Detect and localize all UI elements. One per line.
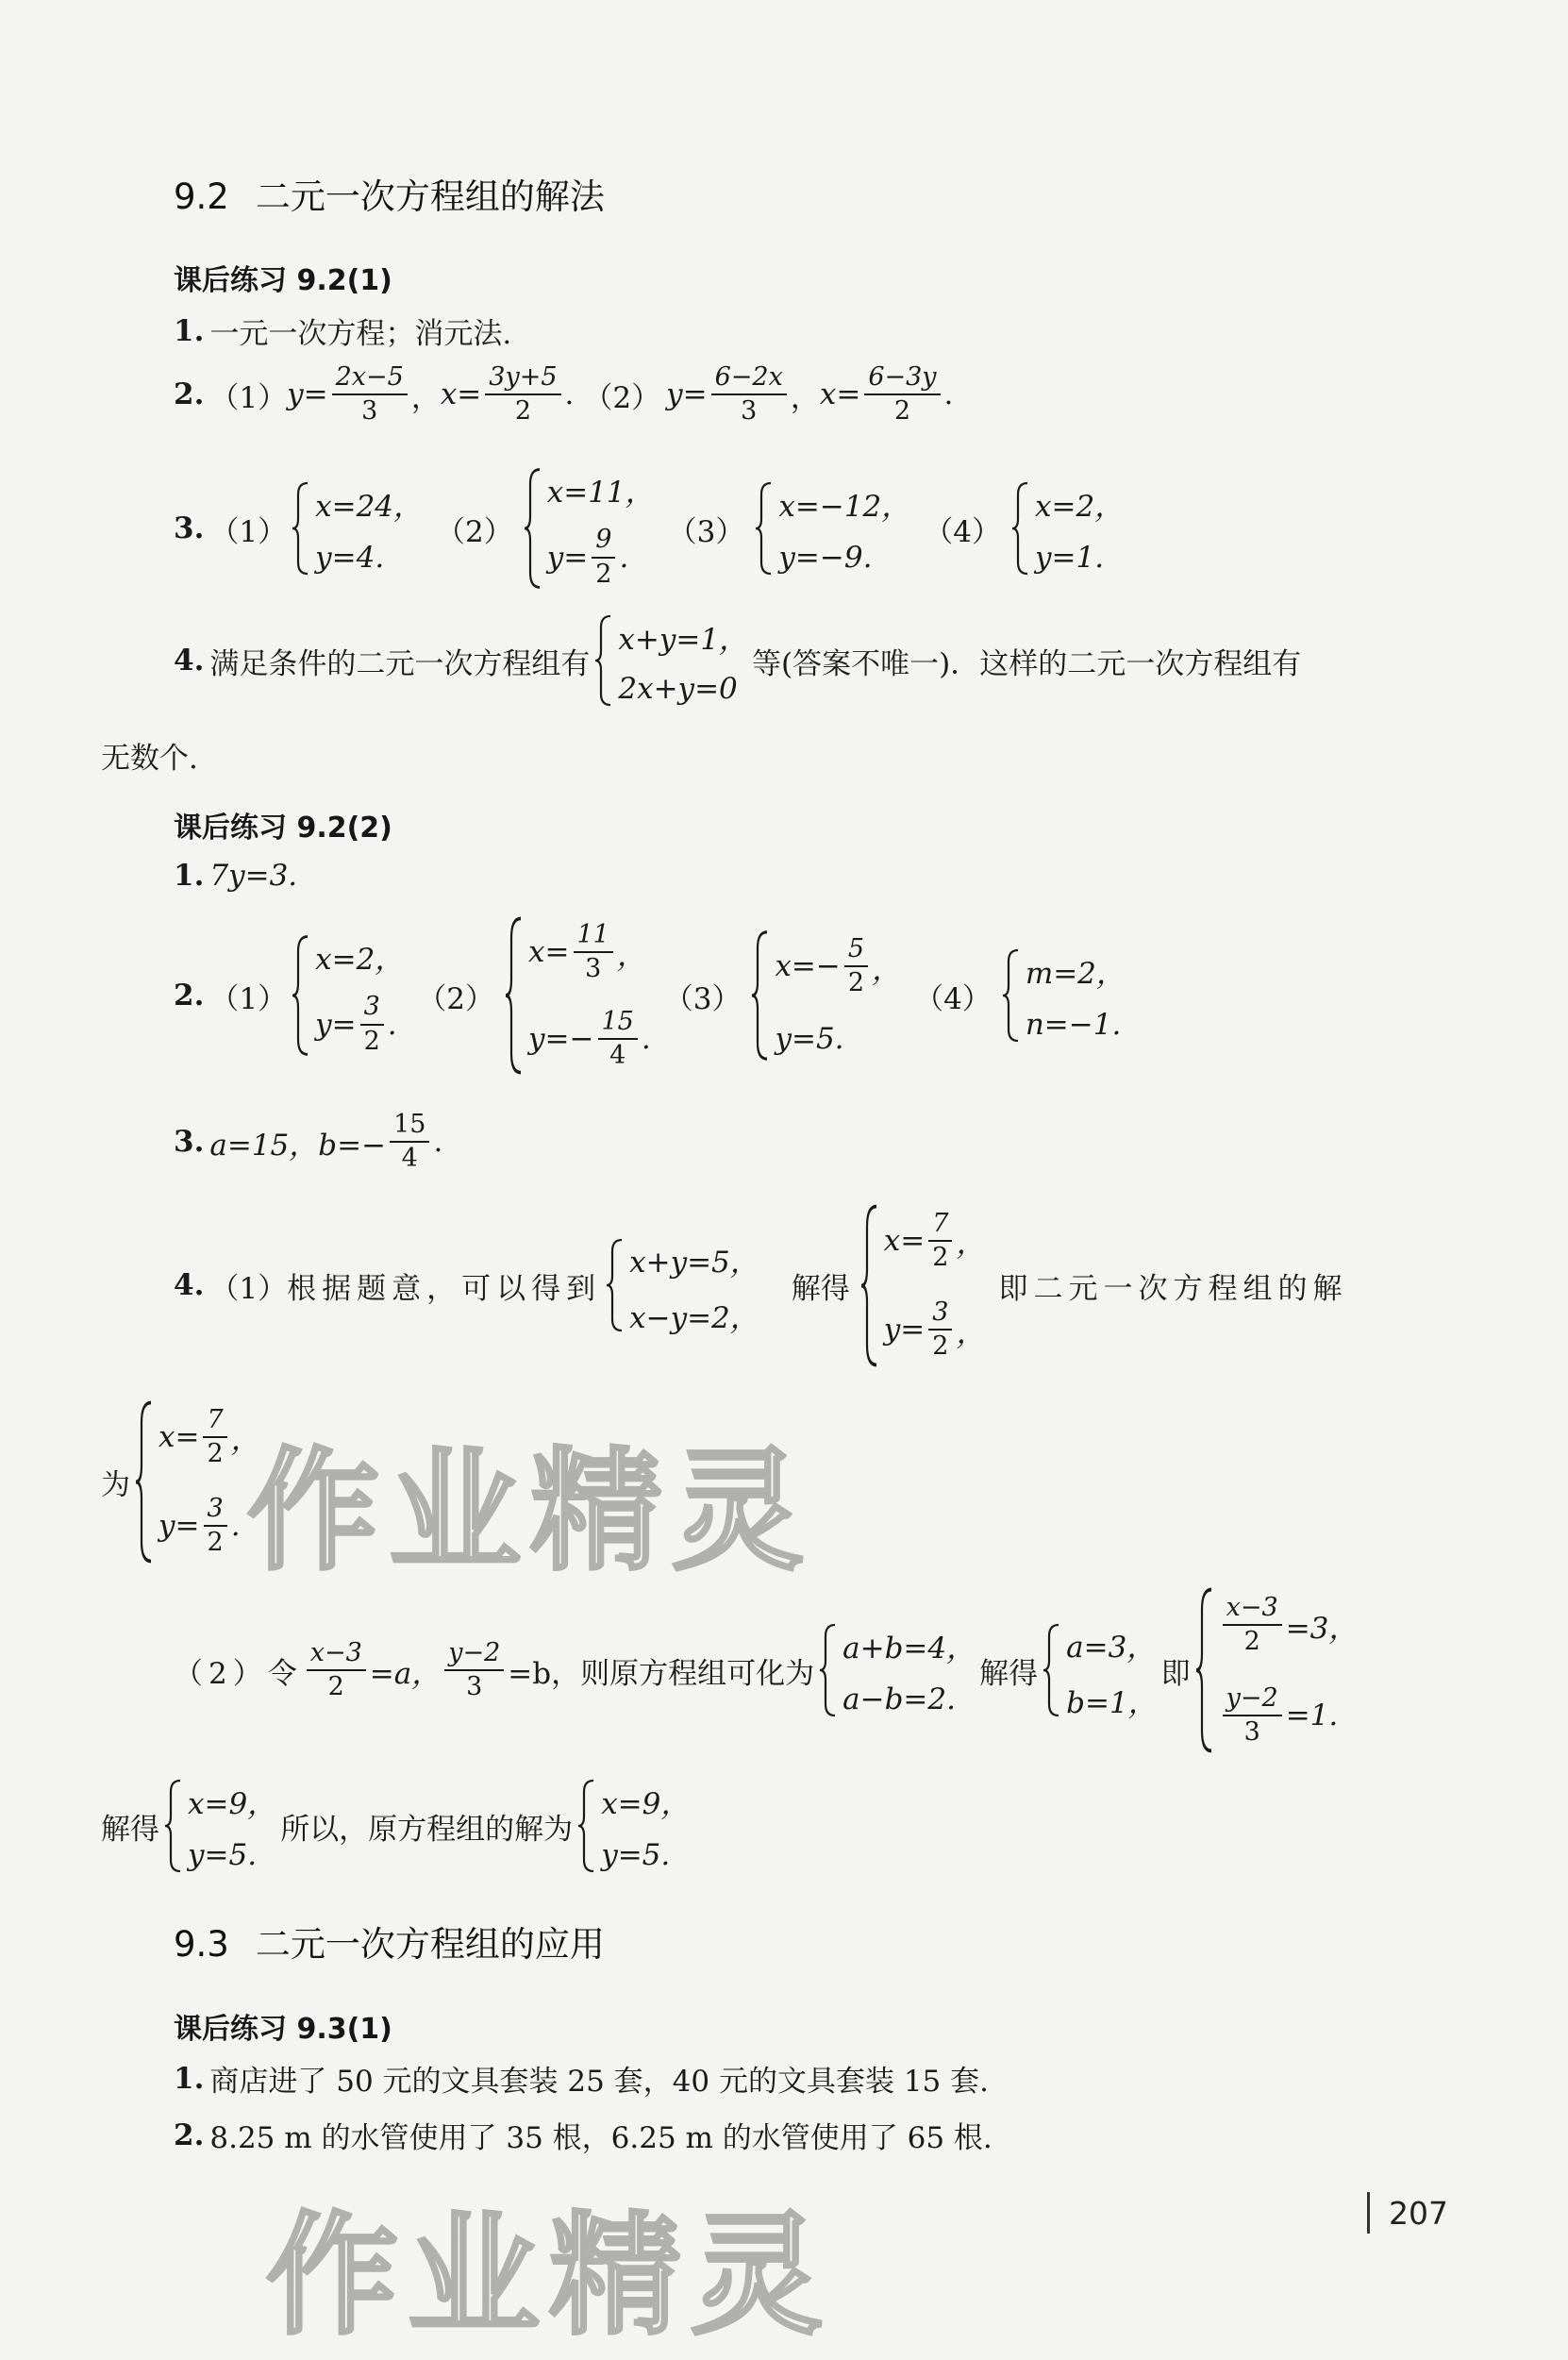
fraction: $\frac{3}{2}$ <box>204 1495 227 1557</box>
question-9-2-2-q3: 3. a=15，b=− $\frac{15}{4}$ . <box>174 1109 443 1173</box>
section-title-9-2: 9.2 二元一次方程组的解法 <box>174 176 605 217</box>
left-brace-icon <box>605 1238 626 1332</box>
fraction: $\frac{9}{2}$ <box>592 526 615 588</box>
fraction: $\frac{6-3y}{2}$ <box>864 363 940 426</box>
question-9-2-1-q2: 2. （1） y= $\frac{2x-5}{3}$ ， x= $\frac{3y+5}{2}$ . （2） y= $\frac{6-2x}{3}$ ， x= $\frac{6-3y}{2}$ . <box>174 362 954 427</box>
equation-system: m=2， n=−1. <box>1001 948 1126 1043</box>
fraction: $\frac{11}{3}$ <box>574 921 613 983</box>
left-brace-icon <box>504 915 525 1076</box>
question-9-2-2-q4-part2: （2）令 $\frac{x-3}{2}$ =a， $\frac{y-2}{3}$ =b，则原方程组可化为 a+b=4， a−b=2. 解得 a=3， b=1， 即 $\frac{x-3}{2}$ =3， $\frac{y-2}{3}$ =1. <box>174 1585 1361 1755</box>
equation-system: a+b=4， a−b=2. <box>818 1623 976 1717</box>
page-number: 207 <box>1389 2195 1448 2232</box>
fraction: $\frac{7}{2}$ <box>928 1210 952 1272</box>
left-brace-icon <box>593 614 614 707</box>
left-brace-icon <box>291 934 311 1057</box>
question-9-2-2-q2: 2. （1） x=2， y= $\frac{3}{2}$ . （2） x= $\frac{11}{3}$ ， y=− $\frac{15}{4}$ . （3） x=− $\frac{5}{2}$ ， y=5. （4） m=2， n=−1. <box>174 911 1129 1080</box>
fraction: $\frac{3}{2}$ <box>360 993 384 1055</box>
watermark-logo: 作业精灵 <box>266 2200 833 2353</box>
equation-system: x=24， y=4. <box>291 481 423 576</box>
section-title-9-3: 9.3 二元一次方程组的应用 <box>174 1924 605 1965</box>
equation-system: x=−12， y=−9. <box>754 481 910 576</box>
question-9-3-1-q1: 1. 商店进了 50 元的文具套装 25 套，40 元的文具套装 15 套. <box>174 2061 989 2099</box>
equation-system: x= $\frac{7}{2}$ ， y= $\frac{3}{2}$ . <box>134 1399 260 1565</box>
question-9-2-2-q1: 1. 7y=3. <box>174 859 298 893</box>
question-9-3-1-q2: 2. 8.25 m 的水管使用了 35 根，6.25 m 的水管使用了 65 根. <box>174 2117 993 2155</box>
fraction: $\frac{15}{4}$ <box>390 1111 429 1173</box>
equation-system: x=2， y= $\frac{3}{2}$ . <box>291 934 404 1057</box>
left-brace-icon <box>576 1779 597 1873</box>
equation-system: x=9， y=5. <box>576 1779 690 1873</box>
left-brace-icon <box>859 1203 880 1368</box>
equation-system: $\frac{x-3}{2}$ =3， $\frac{y-2}{3}$ =1. <box>1194 1586 1359 1754</box>
exercise-title-9-2-1: 课后练习 9.2(1) <box>174 264 392 297</box>
fraction: $\frac{3}{2}$ <box>928 1298 952 1361</box>
fraction: $\frac{x-3}{2}$ <box>1223 1594 1282 1656</box>
fraction: $\frac{2x-5}{3}$ <box>332 363 408 426</box>
question-9-2-2-q4-final: 解得 x=9， y=5. 所以，原方程组的解为 x=9， y=5. <box>101 1774 693 1878</box>
exercise-title-9-3-1: 课后练习 9.3(1) <box>174 2013 392 2046</box>
left-brace-icon <box>163 1779 184 1873</box>
left-brace-icon <box>134 1399 155 1565</box>
question-9-2-1-q1: 1. 一元一次方程；消元法. <box>174 313 512 351</box>
fraction: $\frac{6-2x}{3}$ <box>711 363 787 426</box>
left-brace-icon <box>1042 1623 1062 1717</box>
question-9-2-1-q3: 3. （1） x=24， y=4. （2） x=11， y= $\frac{9}{2}$ . （3） x=−12， y=−9. （4） x=2， y=1. <box>174 462 1127 594</box>
left-brace-icon <box>754 481 775 576</box>
exercise-title-9-2-2: 课后练习 9.2(2) <box>174 812 392 845</box>
page-number-divider <box>1367 2192 1370 2234</box>
left-brace-icon <box>750 929 771 1062</box>
fraction: $\frac{x-3}{2}$ <box>307 1639 366 1701</box>
question-9-2-2-q4-part1: 4. （1） 根据题意，可以得到 x+y=5， x−y=2， 解得 x= $\frac{7}{2}$ ， y= $\frac{3}{2}$ ， 即二元一次方程组的解 <box>174 1200 1347 1370</box>
equation-system: x=9， y=5. <box>163 1779 276 1873</box>
fraction: $\frac{y-2}{3}$ <box>1223 1684 1282 1747</box>
equation-system: x=− $\frac{5}{2}$ ， y=5. <box>750 929 901 1062</box>
fraction: $\frac{5}{2}$ <box>844 935 868 997</box>
left-brace-icon <box>1001 948 1022 1043</box>
left-brace-icon <box>818 1623 839 1717</box>
question-9-2-1-q4-continued: 无数个. <box>101 742 198 776</box>
left-brace-icon <box>1194 1586 1215 1754</box>
equation-system: a=3， b=1， <box>1042 1623 1158 1717</box>
fraction: $\frac{15}{4}$ <box>598 1008 638 1070</box>
left-brace-icon <box>523 467 543 590</box>
fraction: $\frac{7}{2}$ <box>203 1406 226 1468</box>
question-9-2-2-q4-solution: 为 x= $\frac{7}{2}$ ， y= $\frac{3}{2}$ . <box>101 1397 264 1566</box>
watermark-logo: 作业精灵 <box>247 1435 814 1589</box>
equation-system: x= $\frac{7}{2}$ ， y= $\frac{3}{2}$ ， <box>859 1203 986 1368</box>
fraction: $\frac{3y+5}{2}$ <box>485 363 560 426</box>
equation-system: x=2， y=1. <box>1010 481 1124 576</box>
equation-system: x= $\frac{11}{3}$ ， y=− $\frac{15}{4}$ . <box>504 915 651 1076</box>
equation-system: x+y=1， 2x+y=0 <box>593 614 748 707</box>
equation-system: x=11， y= $\frac{9}{2}$ . <box>523 467 655 590</box>
question-9-2-1-q4: 4. 满足条件的二元一次方程组有 x+y=1， 2x+y=0 等(答案不唯一)．这样的二元一次方程组有 <box>174 613 1301 708</box>
left-brace-icon <box>291 481 311 576</box>
fraction: $\frac{y-2}{3}$ <box>444 1639 504 1701</box>
equation-system: x+y=5， x−y=2， <box>605 1238 759 1332</box>
left-brace-icon <box>1010 481 1031 576</box>
